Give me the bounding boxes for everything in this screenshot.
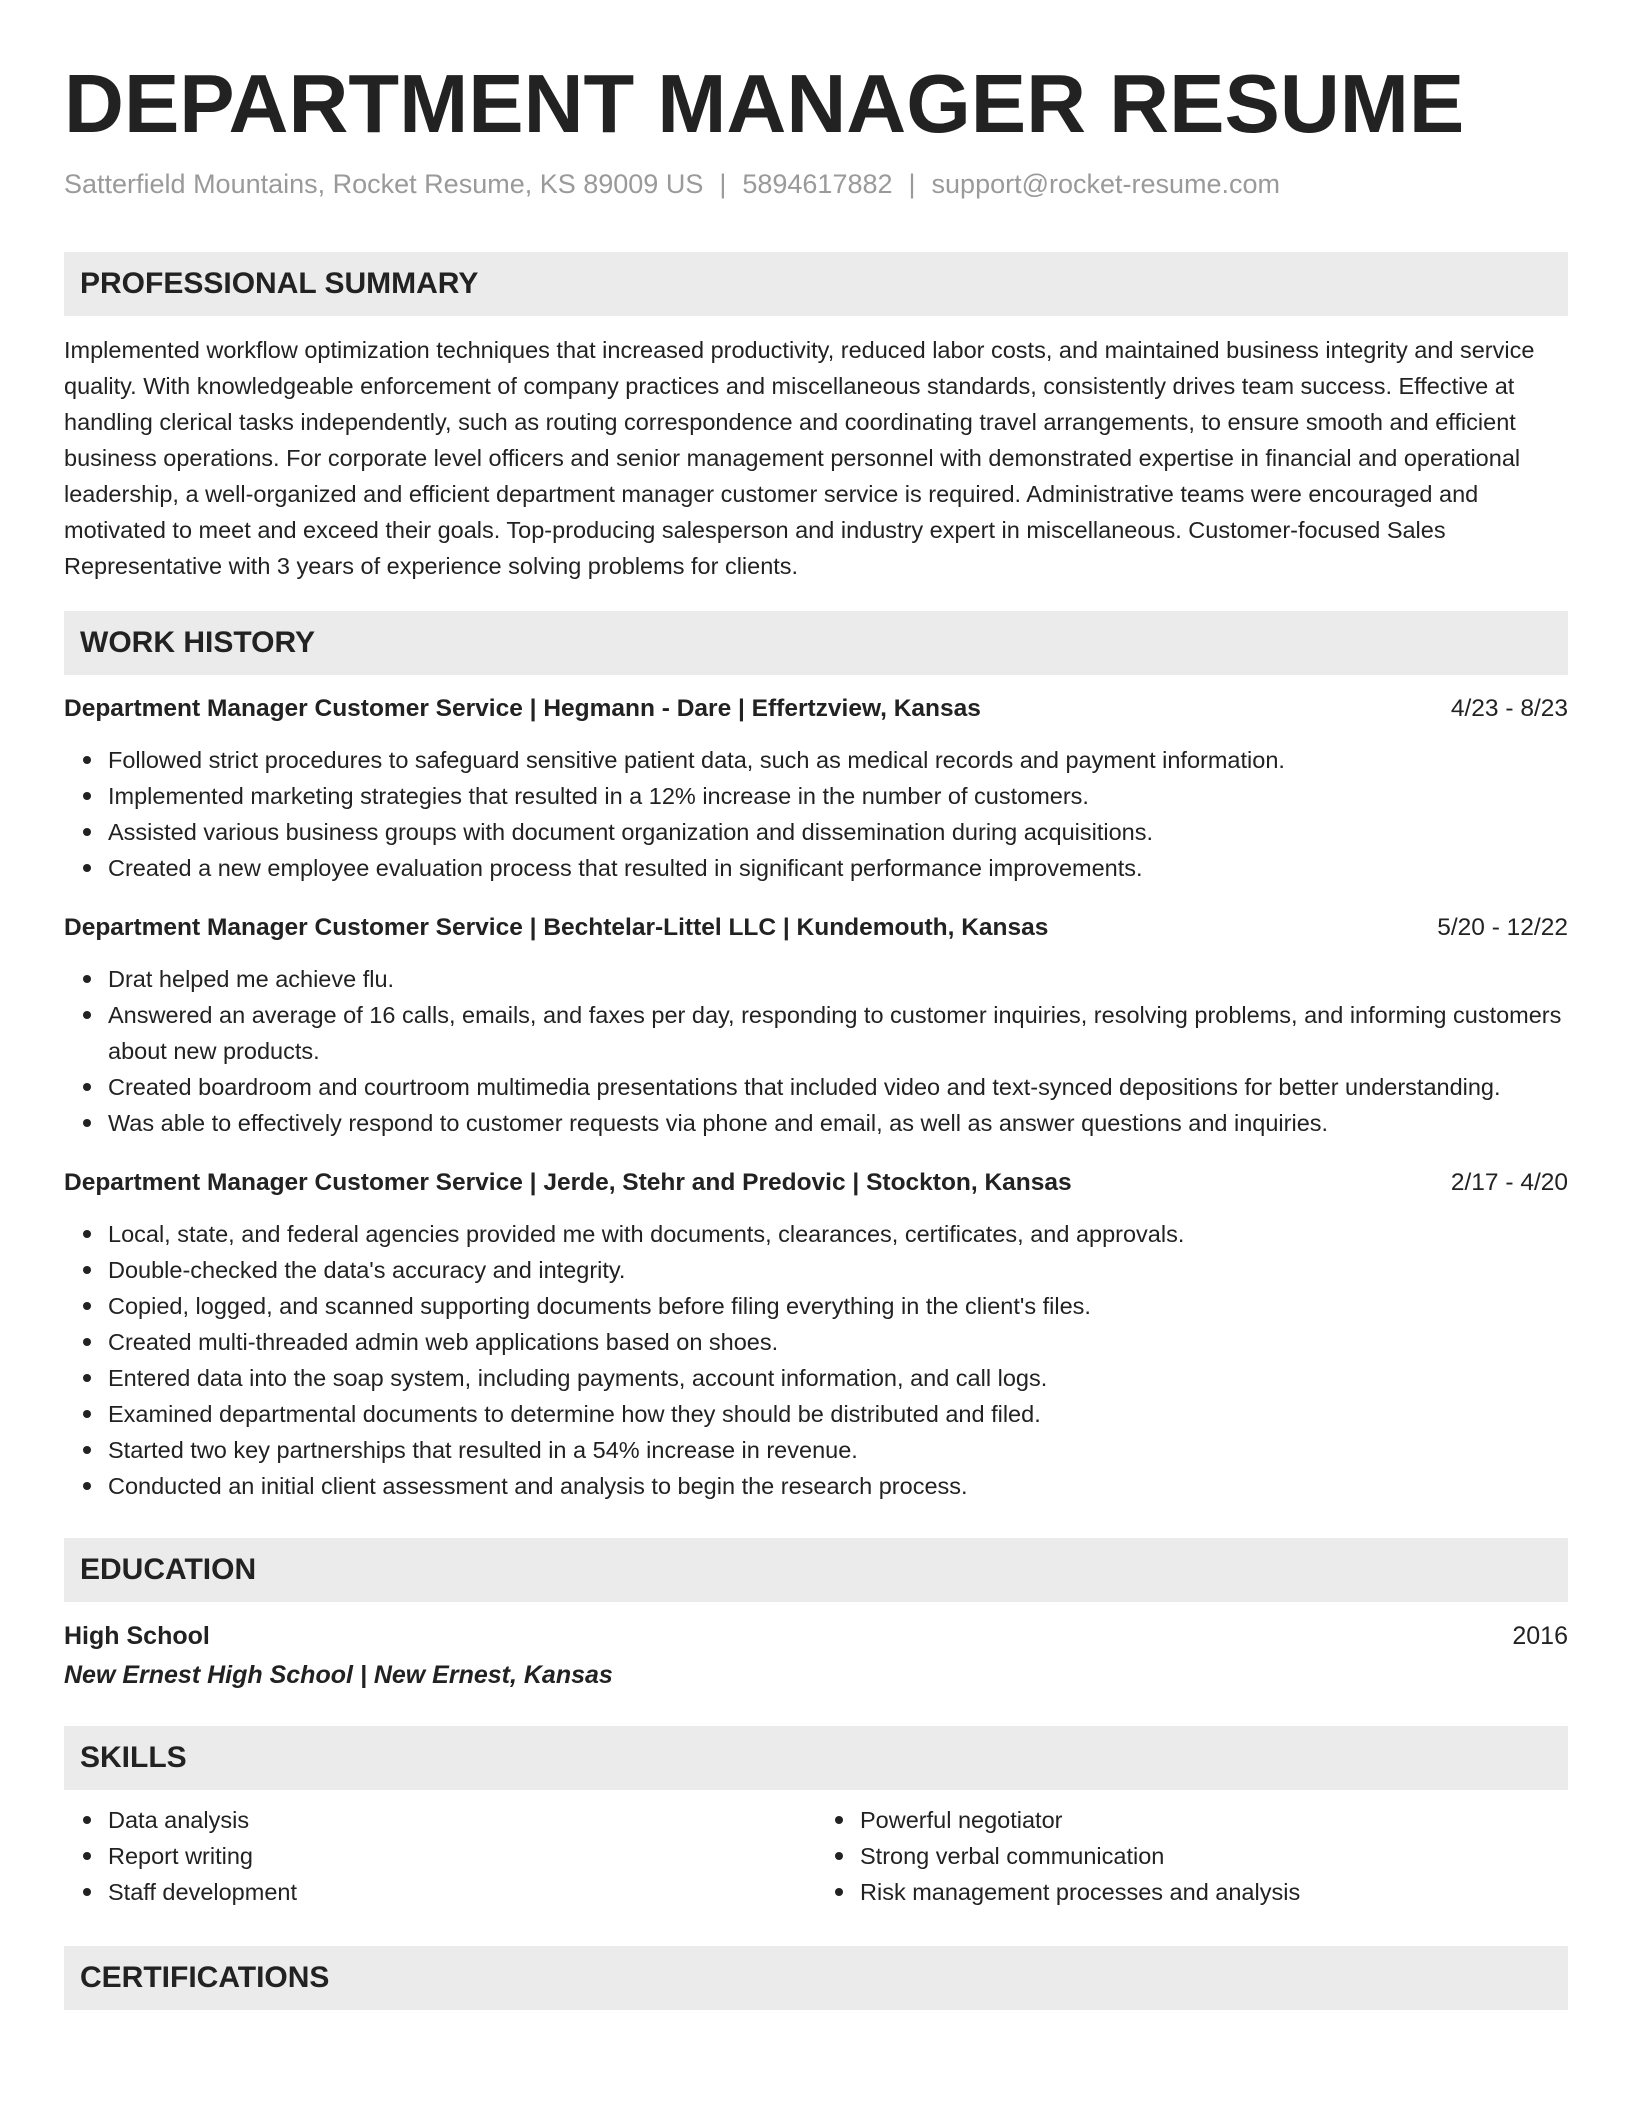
summary-section <box>64 252 1568 584</box>
skills-section <box>64 1726 1568 1910</box>
contact-email: support@rocket-resume.com <box>931 169 1281 199</box>
job-bullet: Drat helped me achieve flu. <box>108 961 1568 997</box>
education-header <box>64 1620 1568 1652</box>
skill-item: Risk management processes and analysis <box>860 1874 1568 1910</box>
skill-item: Report writing <box>108 1838 816 1874</box>
contact-line <box>64 168 1568 200</box>
job-entry <box>64 912 1568 1141</box>
certifications-section <box>64 1946 1568 2010</box>
skill-item: Strong verbal communication <box>860 1838 1568 1874</box>
job-header <box>64 912 1568 944</box>
education-year: 2016 <box>1512 1622 1568 1650</box>
certifications-heading: CERTIFICATIONS <box>64 1946 1568 2010</box>
education-school: New Ernest High School | New Ernest, Kansas <box>64 1661 613 1689</box>
job-bullet: Double-checked the data's accuracy and integrity. <box>108 1252 1568 1288</box>
skill-item: Data analysis <box>108 1802 816 1838</box>
job-title: Department Manager Customer Service | Bechtelar-Littel LLC | Kundemouth, Kansas <box>64 914 1049 941</box>
skills-column-left <box>64 1802 816 1910</box>
job-header <box>64 693 1568 725</box>
job-bullet: Examined departmental documents to determine how they should be distributed and filed. <box>108 1396 1568 1432</box>
work-history-section <box>64 611 1568 1504</box>
education-heading: EDUCATION <box>64 1538 1568 1602</box>
education-section <box>64 1538 1568 1692</box>
job-bullet: Implemented marketing strategies that resulted in a 12% increase in the number of customers. <box>108 778 1568 814</box>
job-bullet: Local, state, and federal agencies provided me with documents, clearances, certificates, and approvals. <box>108 1216 1568 1252</box>
skills-column-right <box>816 1802 1568 1910</box>
job-title: Department Manager Customer Service | Jerde, Stehr and Predovic | Stockton, Kansas <box>64 1169 1072 1196</box>
contact-separator: | <box>719 169 727 199</box>
job-bullet: Conducted an initial client assessment and analysis to begin the research process. <box>108 1468 1568 1504</box>
job-title: Department Manager Customer Service | Hegmann - Dare | Effertzview, Kansas <box>64 695 981 722</box>
job-bullet: Created boardroom and courtroom multimedia presentations that included video and text-synced depositions for better understanding. <box>108 1069 1568 1105</box>
contact-separator: | <box>908 169 916 199</box>
summary-heading: PROFESSIONAL SUMMARY <box>64 252 1568 316</box>
job-bullets <box>64 1216 1568 1504</box>
job-header <box>64 1167 1568 1199</box>
job-bullet: Started two key partnerships that resulted in a 54% increase in revenue. <box>108 1432 1568 1468</box>
job-bullet: Assisted various business groups with document organization and dissemination during acquisitions. <box>108 814 1568 850</box>
contact-address: Satterfield Mountains, Rocket Resume, KS 89009 US <box>64 169 704 199</box>
resume-title: DEPARTMENT MANAGER RESUME <box>64 57 1465 150</box>
skill-item: Powerful negotiator <box>860 1802 1568 1838</box>
job-dates: 5/20 - 12/22 <box>1437 914 1568 941</box>
skill-item: Staff development <box>108 1874 816 1910</box>
contact-phone: 5894617882 <box>742 169 893 199</box>
job-bullets <box>64 961 1568 1141</box>
job-bullet: Answered an average of 16 calls, emails, and faxes per day, responding to customer inquiries, resolving problems, and informing customers about new products. <box>108 997 1568 1069</box>
summary-text: Implemented workflow optimization techniques that increased productivity, reduced labor costs, and maintained business integrity and service quality. With knowledgeable enforcement of company practices and miscellaneous standards, consistently drives team success. Effective at handling clerical tasks independently, such as routing correspondence and coordinating travel arrangements, to ensure smooth and efficient business operations. For corporate level officers and senior management personnel with demonstrated expertise in financial and operational leadership, a well-organized and efficient department manager customer service is required. Administrative teams were encouraged and motivated to meet and exceed their goals. Top-producing salesperson and industry expert in miscellaneous. Customer-focused Sales Representative with 3 years of experience solving problems for clients. <box>64 337 1535 579</box>
skills-heading: SKILLS <box>64 1726 1568 1790</box>
job-entry <box>64 1167 1568 1504</box>
education-degree: High School <box>64 1622 210 1650</box>
skills-grid <box>64 1802 1568 1910</box>
job-bullet: Followed strict procedures to safeguard sensitive patient data, such as medical records and payment information. <box>108 742 1568 778</box>
job-bullets <box>64 742 1568 886</box>
job-bullet: Created multi-threaded admin web applications based on shoes. <box>108 1324 1568 1360</box>
work-history-heading: WORK HISTORY <box>64 611 1568 675</box>
job-bullet: Created a new employee evaluation process that resulted in significant performance improvements. <box>108 850 1568 886</box>
job-bullet: Copied, logged, and scanned supporting documents before filing everything in the client's files. <box>108 1288 1568 1324</box>
job-bullet: Entered data into the soap system, including payments, account information, and call logs. <box>108 1360 1568 1396</box>
job-dates: 2/17 - 4/20 <box>1450 1169 1568 1196</box>
job-bullet: Was able to effectively respond to customer requests via phone and email, as well as answer questions and inquiries. <box>108 1105 1568 1141</box>
job-entry <box>64 693 1568 886</box>
job-dates: 4/23 - 8/23 <box>1450 695 1568 722</box>
